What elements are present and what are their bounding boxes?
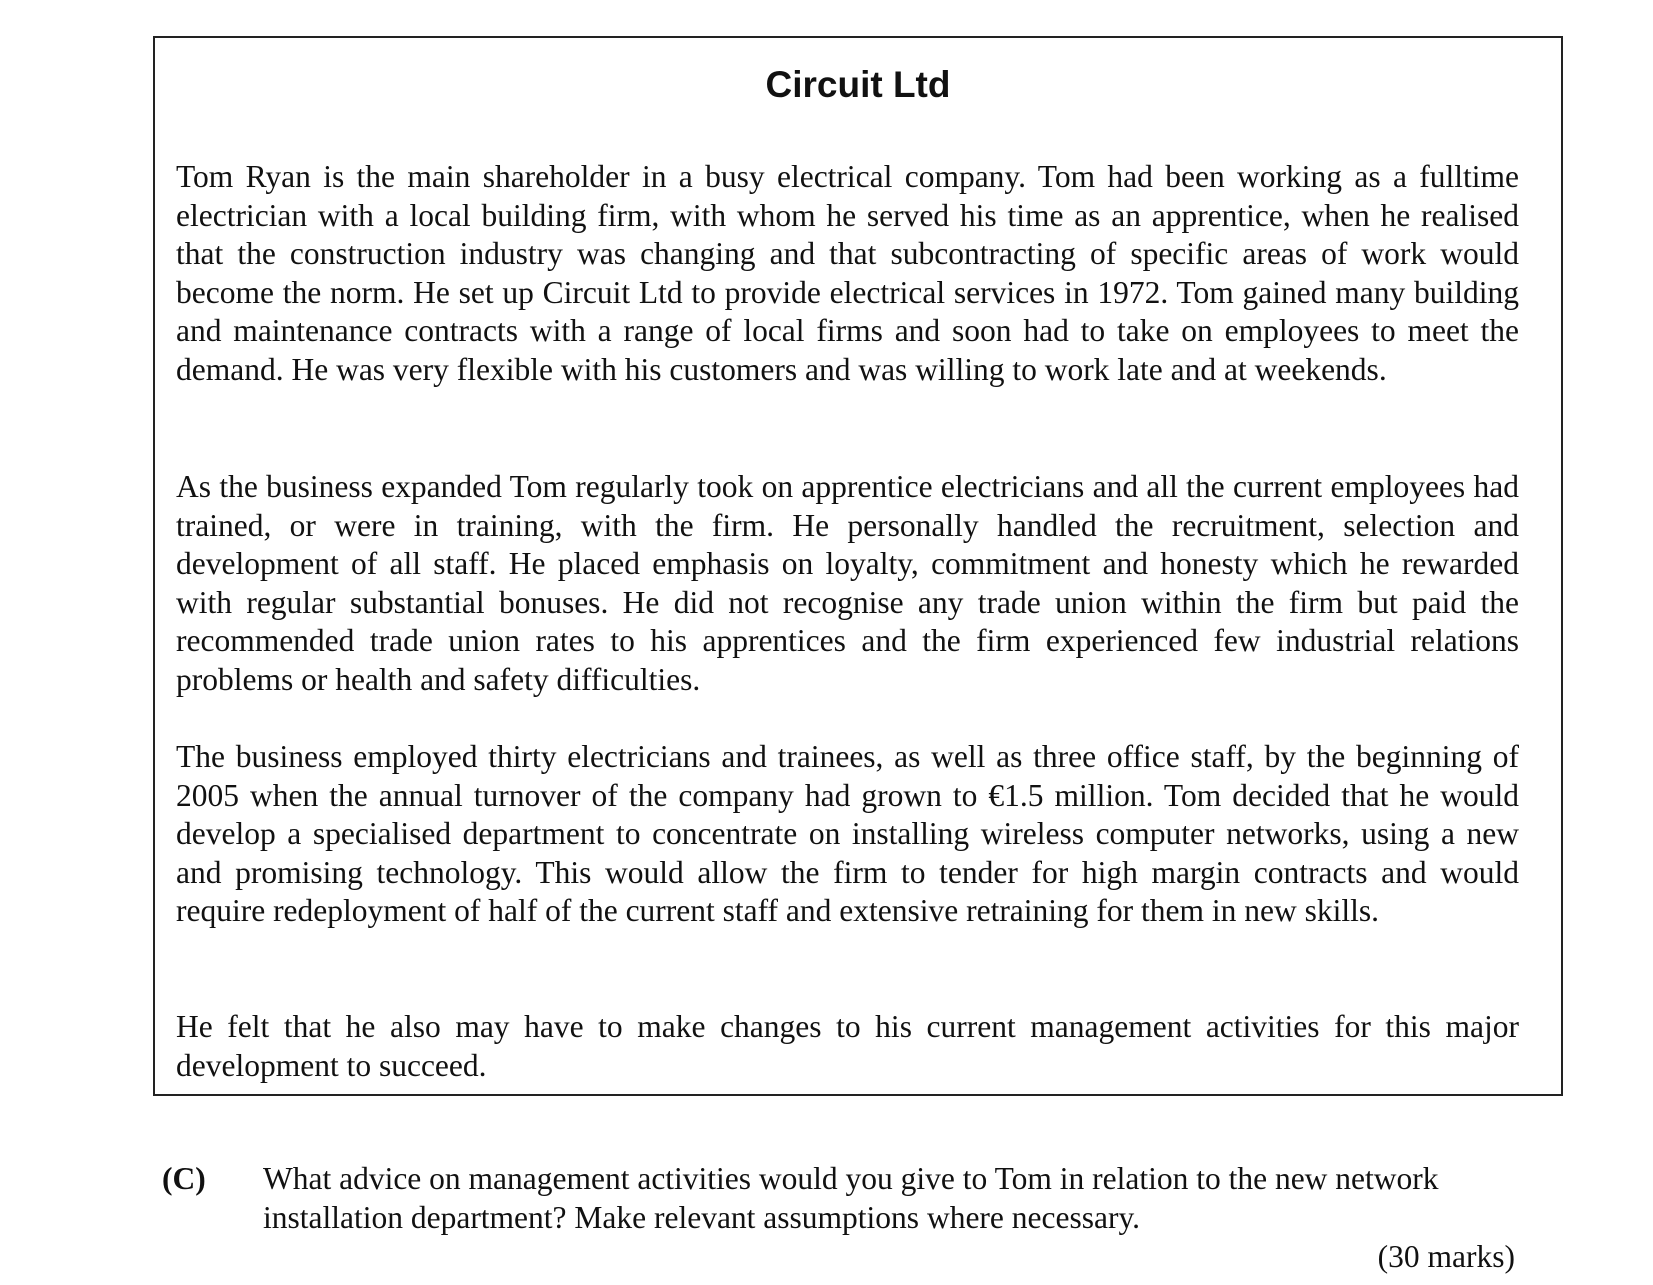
case-paragraph-2: As the business expanded Tom regularly took on apprentice electricians and all the current employees had trained, or were in training, with the firm. He personally handled the recruitment, selection and development of all staff. He placed emphasis on loyalty, commitment and honesty which he rewarded with regular substantial bonuses. He did not recognise any trade union within the firm but paid the recommended trade union rates to his apprentices and the firm experienced few industrial relations problems or health and safety difficulties. [176,469,1519,697]
case-study-box [153,36,1563,1096]
case-study-title: Circuit Ltd [765,64,951,105]
case-paragraph-3: The business employed thirty electricians and trainees, as well as three office staff, by the beginning of 2005 when the annual turnover of the company had grown to €1.5 million. Tom decided that he would develop a specialised department to concentrate on installing wireless computer networks, using a new and promising technology. This would allow the firm to tender for high margin contracts and would require redeployment of half of the current staff and extensive retraining for them in new skills. [176,739,1519,929]
question-text: What advice on management activities would you give to Tom in relation to the new network installation department? Make relevant assumptions where necessary. [263,1161,1439,1235]
question-marks: (30 marks) [1377,1239,1515,1274]
case-paragraph-1: Tom Ryan is the main shareholder in a busy electrical company. Tom had been working as a fulltime electrician with a local building firm, with whom he served his time as an apprentice, when he realised that the construction industry was changing and that subcontracting of specific areas of work would become the norm. He set up Circuit Ltd to provide electrical services in 1972. Tom gained many building and maintenance contracts with a range of local firms and soon had to take on employees to meet the demand. He was very flexible with his customers and was willing to work late and at weekends. [176,159,1519,387]
case-paragraph-4: He felt that he also may have to make changes to his current management activities for this major development to succeed. [176,1009,1519,1083]
question-label: (C) [162,1161,206,1196]
